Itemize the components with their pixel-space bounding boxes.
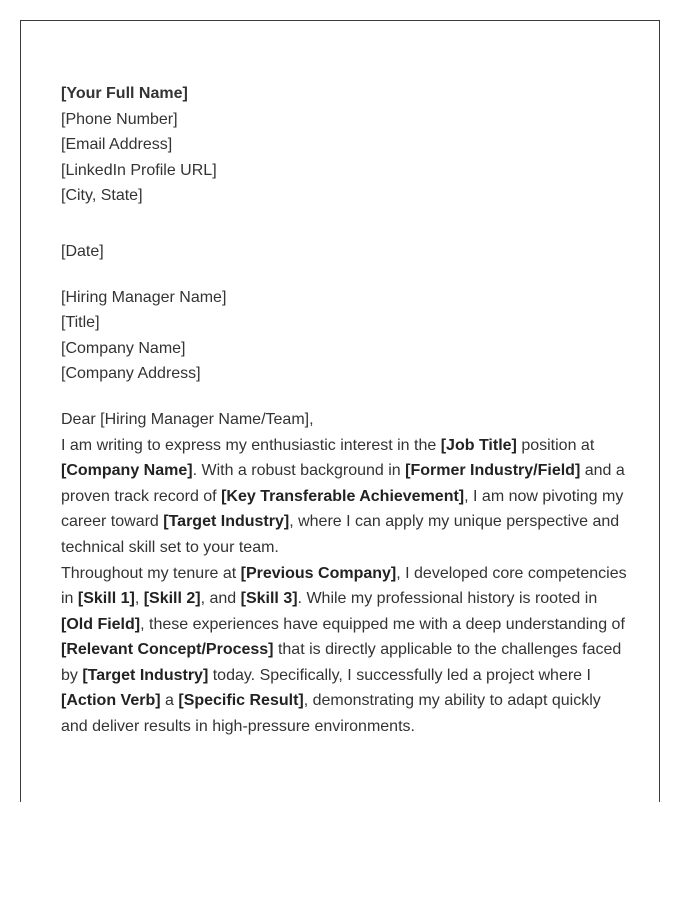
recipient-address: [Company Address] xyxy=(61,365,201,383)
sender-linkedin: [LinkedIn Profile URL] xyxy=(61,161,217,179)
p1-target-industry: [Target Industry] xyxy=(163,513,290,531)
p2-relevant-concept: [Relevant Concept/Process] xyxy=(61,641,274,659)
p2-text-3: , xyxy=(134,590,144,608)
p1-text-6: , where I can apply my unique perspective and technical skill set to your team. xyxy=(61,513,620,556)
greeting-block xyxy=(61,407,631,433)
document-page xyxy=(20,20,660,802)
p1-text-1: I am writing to express my enthusiastic interest in the xyxy=(61,436,441,454)
letter-body xyxy=(61,81,631,740)
recipient-name: [Hiring Manager Name] xyxy=(61,288,227,306)
p2-text-9: a xyxy=(160,692,179,710)
p2-action-verb: [Action Verb] xyxy=(61,692,161,710)
p2-text-7: that is directly applicable to the challenges faced by xyxy=(61,641,622,684)
sender-email: [Email Address] xyxy=(61,136,173,154)
p1-text-3: . With a robust background in xyxy=(192,462,406,480)
p2-text-10: , demonstrating my ability to adapt quickly and deliver results in high-pressure environments. xyxy=(61,692,601,736)
letter-date: [Date] xyxy=(61,242,104,260)
p1-text-2: position at xyxy=(516,436,595,454)
p2-text-5: . While my professional history is rooted in xyxy=(297,590,598,608)
p2-skill-3: [Skill 3] xyxy=(240,590,298,608)
p2-old-field: [Old Field] xyxy=(61,615,141,633)
p2-specific-result: [Specific Result] xyxy=(178,692,304,710)
p2-text-2: , I developed core competencies in xyxy=(61,564,627,608)
p1-text-4: and a proven track record of xyxy=(61,462,625,505)
p1-former-industry: [Former Industry/Field] xyxy=(405,462,581,480)
p2-text-8: today. Specifically, I successfully led a project where I xyxy=(208,666,591,684)
sender-phone: [Phone Number] xyxy=(61,110,178,128)
p2-text-6: , these experiences have equipped me with a deep understanding of xyxy=(140,615,625,633)
p1-company-name: [Company Name] xyxy=(61,462,193,480)
recipient-block xyxy=(61,285,631,387)
p2-skill-1: [Skill 1] xyxy=(77,590,135,608)
p1-text-5: , I am now pivoting my career toward xyxy=(61,487,624,531)
p2-skill-2: [Skill 2] xyxy=(143,590,201,608)
recipient-title: [Title] xyxy=(61,314,100,332)
p2-previous-company: [Previous Company] xyxy=(240,564,397,582)
p2-target-industry: [Target Industry] xyxy=(82,666,209,684)
recipient-company: [Company Name] xyxy=(61,339,186,357)
p1-key-achievement: [Key Transferable Achievement] xyxy=(221,487,465,505)
p2-text-1: Throughout my tenure at xyxy=(61,564,241,582)
sender-location: [City, State] xyxy=(61,187,143,205)
paragraph-experience xyxy=(61,561,631,740)
date-block xyxy=(61,239,631,265)
sender-full-name: [Your Full Name] xyxy=(61,85,188,102)
greeting: Dear [Hiring Manager Name/Team], xyxy=(61,410,314,428)
sender-block xyxy=(61,81,631,209)
p2-text-4: , and xyxy=(200,590,241,608)
paragraph-intro xyxy=(61,433,631,561)
p1-job-title: [Job Title] xyxy=(440,436,517,454)
